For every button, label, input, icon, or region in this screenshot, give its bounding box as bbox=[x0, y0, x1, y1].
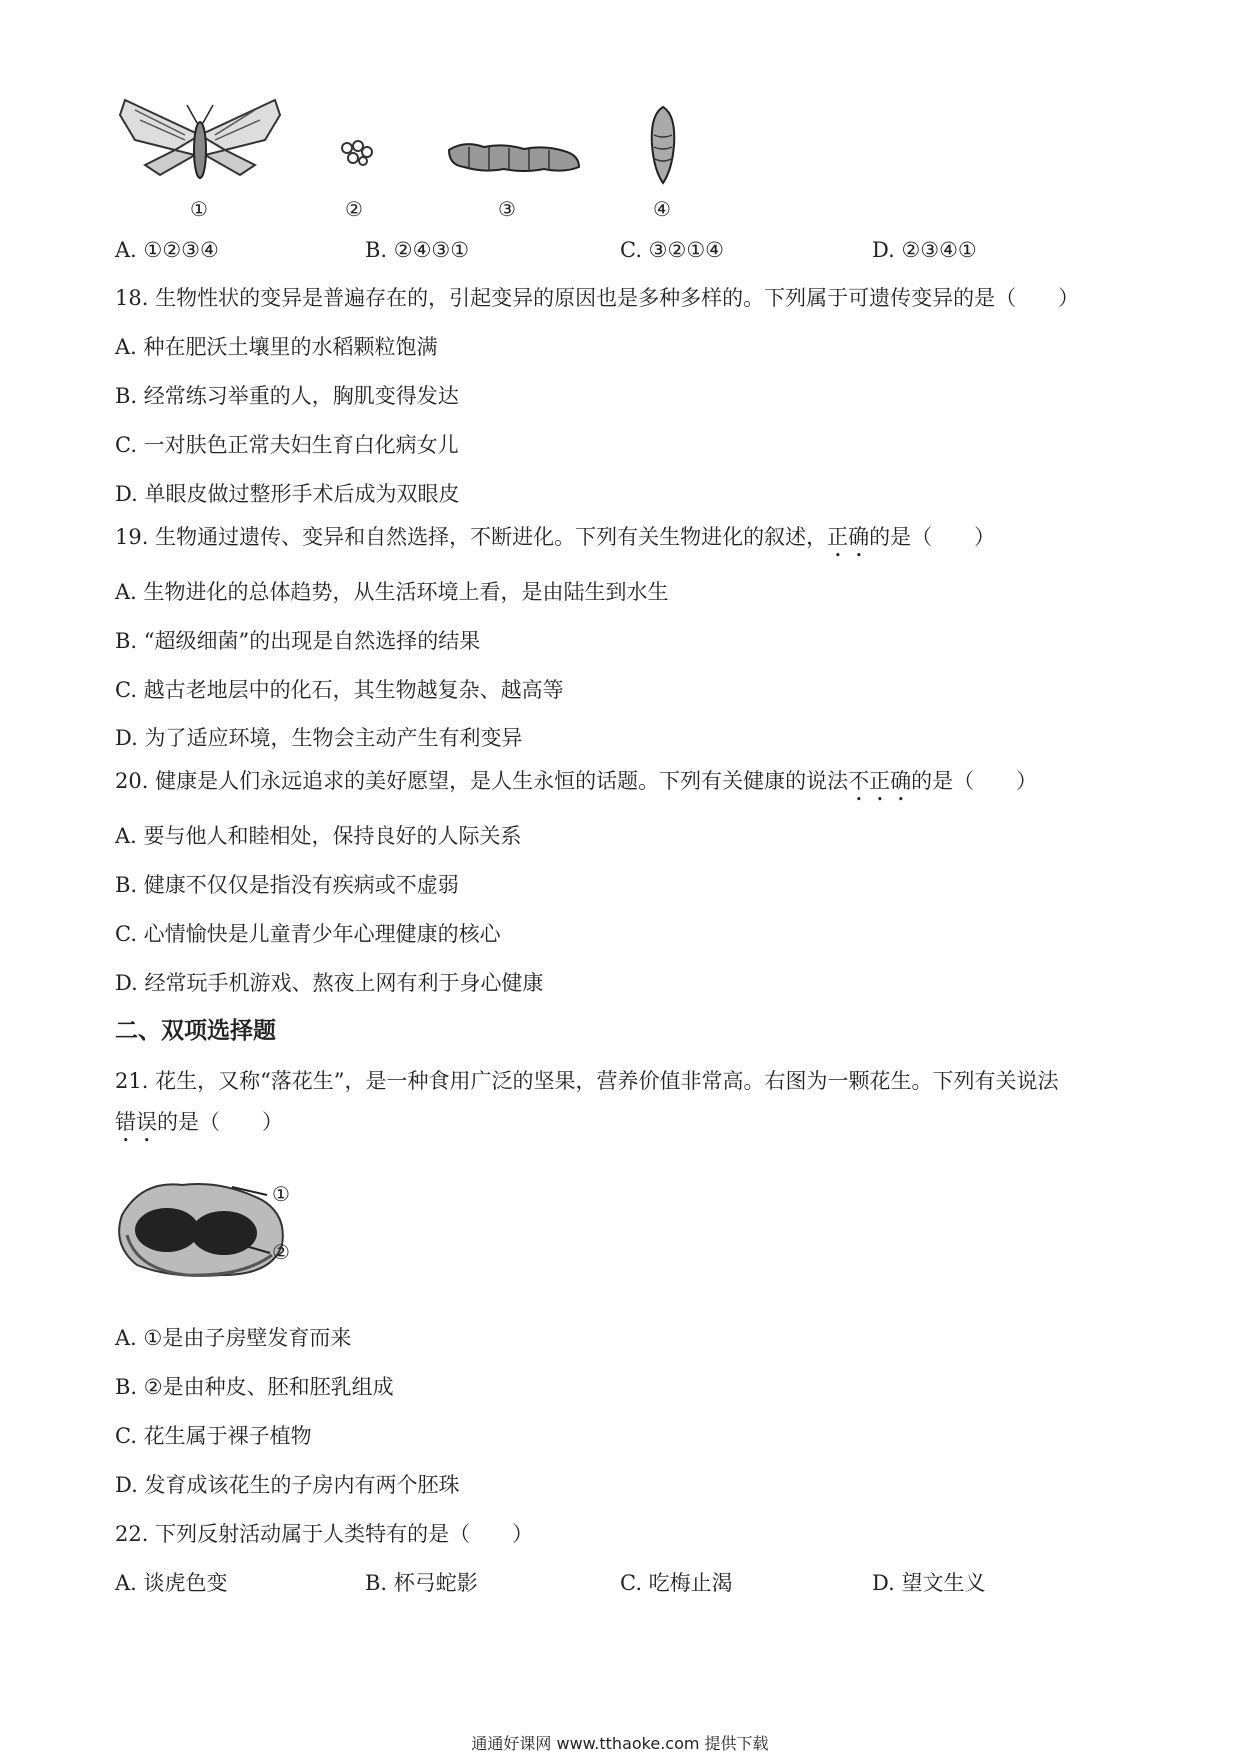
q18-option-c: C. 一对肤色正常夫妇生育白化病女儿 bbox=[115, 433, 459, 457]
q17-option-b: B. ②④③① bbox=[365, 238, 470, 262]
q19-option-c: C. 越古老地层中的化石，其生物越复杂、越高等 bbox=[115, 678, 564, 702]
pupa-image bbox=[648, 105, 678, 185]
q21-stem-emphasis: 错误 bbox=[115, 1110, 157, 1134]
q22-option-d: D. 望文生义 bbox=[872, 1571, 986, 1595]
q19-stem-text: 19. 生物通过遗传、变异和自然选择，不断进化。下列有关生物进化的叙述， bbox=[115, 525, 828, 549]
q17-option-d: D. ②③④① bbox=[872, 238, 977, 262]
q22-option-a: A. 谈虎色变 bbox=[115, 1571, 228, 1595]
q20-option-c: C. 心情愉快是儿童青少年心理健康的核心 bbox=[115, 922, 501, 946]
q17-option-c: C. ③②①④ bbox=[620, 238, 724, 262]
q20-stem-end: 的是（ ） bbox=[911, 769, 1038, 793]
footer-watermark: 通通好课网 www.tthaoke.com 提供下载 bbox=[471, 1734, 769, 1753]
q21-option-c: C. 花生属于裸子植物 bbox=[115, 1424, 312, 1448]
q21-option-d: D. 发育成该花生的子房内有两个胚珠 bbox=[115, 1473, 460, 1497]
q22-option-b: B. 杯弓蛇影 bbox=[365, 1571, 478, 1595]
q19-stem-emphasis: 正确 bbox=[827, 525, 870, 549]
larva-image bbox=[444, 135, 584, 180]
q21-option-a: A. ①是由子房壁发育而来 bbox=[115, 1326, 352, 1350]
q19-option-a: A. 生物进化的总体趋势，从生活环境上看，是由陆生到水生 bbox=[115, 580, 669, 604]
q20-stem bbox=[115, 767, 1037, 806]
q18-option-b: B. 经常练习举重的人，胸肌变得发达 bbox=[115, 384, 459, 408]
q21-option-b: B. ②是由种皮、胚和胚乳组成 bbox=[115, 1375, 394, 1399]
q18-option-d: D. 单眼皮做过整形手术后成为双眼皮 bbox=[115, 482, 460, 506]
figure-label-1: ① bbox=[190, 197, 208, 221]
q18-stem: 18. 生物性状的变异是普遍存在的，引起变异的原因也是多种多样的。下列属于可遗传变异的是（ ） bbox=[115, 286, 1080, 310]
q21-stem-end: 的是（ ） bbox=[157, 1110, 283, 1134]
q19-stem-end: 的是（ ） bbox=[869, 525, 996, 549]
q22-stem: 22. 下列反射活动属于人类特有的是（ ） bbox=[115, 1522, 534, 1546]
q19-option-b: B. “超级细菌”的出现是自然选择的结果 bbox=[115, 629, 481, 653]
q18-option-a: A. 种在肥沃土壤里的水稻颗粒饱满 bbox=[115, 335, 438, 359]
figure-label-3: ③ bbox=[498, 197, 516, 221]
q20-option-a: A. 要与他人和睦相处，保持良好的人际关系 bbox=[115, 824, 522, 848]
moth-image bbox=[115, 95, 285, 190]
figure-label-4: ④ bbox=[653, 197, 671, 221]
q20-option-b: B. 健康不仅仅是指没有疾病或不虚弱 bbox=[115, 873, 459, 897]
figure-label-2: ② bbox=[345, 197, 363, 221]
q21-stem-line1: 21. 花生，又称“落花生”，是一种食用广泛的坚果，营养价值非常高。右图为一颗花生。下列有关说法 bbox=[115, 1069, 1059, 1093]
q20-stem-emphasis: 不正确 bbox=[848, 769, 912, 793]
q20-stem-text: 20. 健康是人们永远追求的美好愿望，是人生永恒的话题。下列有关健康的说法 bbox=[115, 769, 849, 793]
q21-stem-line2 bbox=[115, 1108, 283, 1147]
section-2-title: 二、双项选择题 bbox=[115, 1018, 276, 1044]
q22-option-c: C. 吃梅止渴 bbox=[620, 1571, 733, 1595]
peanut-label-1: ① bbox=[272, 1182, 290, 1206]
eggs-image bbox=[337, 138, 377, 168]
q19-option-d: D. 为了适应环境，生物会主动产生有利变异 bbox=[115, 726, 523, 750]
peanut-label-2: ② bbox=[272, 1240, 290, 1264]
q19-stem bbox=[115, 523, 995, 562]
q17-option-a: A. ①②③④ bbox=[115, 238, 219, 262]
q20-option-d: D. 经常玩手机游戏、熬夜上网有利于身心健康 bbox=[115, 971, 544, 995]
